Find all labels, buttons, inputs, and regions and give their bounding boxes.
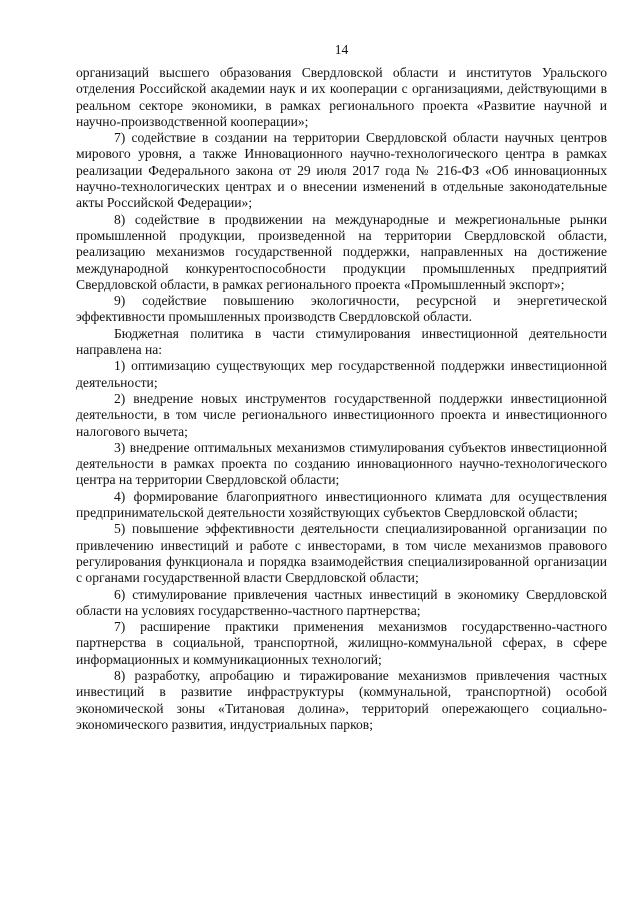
paragraph-item-7-research-centers: 7) содействие в создании на территории Свердловской области научных центров мирового уровня, а также Инновационного научно-технологического центра в рамках реализации Федерального закона от 29 июля 2017 года № 216-ФЗ «Об инновационных научно-технологических центрах и о внесении изменений в отдельные законодательные акты Российской Федерации»; [76,130,607,211]
document-body [76,65,607,733]
paragraph-item-7-ppp: 7) расширение практики применения механизмов государственно-частного партнерства в социальной, транспортной, жилищно-коммунальной сферах, в сфере информационных и коммуникационных технологий; [76,619,607,667]
paragraph-item-8-infrastructure: 8) разработку, апробацию и тиражирование механизмов привлечения частных инвестиций в развитие инфраструктуры (коммунальной, транспортной) особой экономической зоны «Титановая долина», территорий опережающего социально-экономического развития, индустриальных парков; [76,667,607,732]
paragraph-item-4-climate: 4) формирование благоприятного инвестиционного климата для осуществления предпринимательской деятельности хозяйствующих субъектов Свердловской области; [76,488,607,521]
paragraph-continuation: организаций высшего образования Свердловской области и институтов Уральского отделения Российской академии наук и их кооперации с организациями, действующими в реальном секторе экономики, в рамках регионального проекта «Развитие научной и научно-производственной кооперации»; [76,65,607,129]
paragraph-item-6-private-investment: 6) стимулирование привлечения частных инвестиций в экономику Свердловской области на условиях государственно-частного партнерства; [76,586,607,618]
paragraph-budget-policy-intro: Бюджетная политика в части стимулирования инвестиционной деятельности направлена на: [76,325,607,358]
paragraph-item-1-optimization: 1) оптимизацию существующих мер государственной поддержки инвестиционной деятельности; [76,358,607,390]
page-number: 14 [334,42,349,57]
paragraph-item-5-specialized-org: 5) повышение эффективности деятельности специализированной организации по привлечению инвестиций и работе с инвесторами, в том числе механизмов правового регулирования функционала и порядка взаимодействия специализированной организации с органами государственной власти Свердловской области; [76,521,607,586]
paragraph-item-3-mechanisms: 3) внедрение оптимальных механизмов стимулирования субъектов инвестиционной деятельности в рамках проекта по созданию инновационного научно-технологического центра на территории Свердловской области; [76,439,607,488]
paragraph-item-2-new-instruments: 2) внедрение новых инструментов государственной поддержки инвестиционной деятельности, в том числе регионального инвестиционного проекта и инвестиционного налогового вычета; [76,390,607,439]
paragraph-item-9-ecology: 9) содействие повышению экологичности, ресурсной и энергетической эффективности промышленных производств Свердловской области. [76,293,607,325]
paragraph-item-8-export: 8) содействие в продвижении на международные и межрегиональные рынки промышленной продукции, произведенной на территории Свердловской области, реализацию механизмов государственной поддержки, направленных на достижение международной конкурентоспособности продукции промышленных предприятий Свердловской области, в рамках регионального проекта «Промышленный экспорт»; [76,211,607,292]
